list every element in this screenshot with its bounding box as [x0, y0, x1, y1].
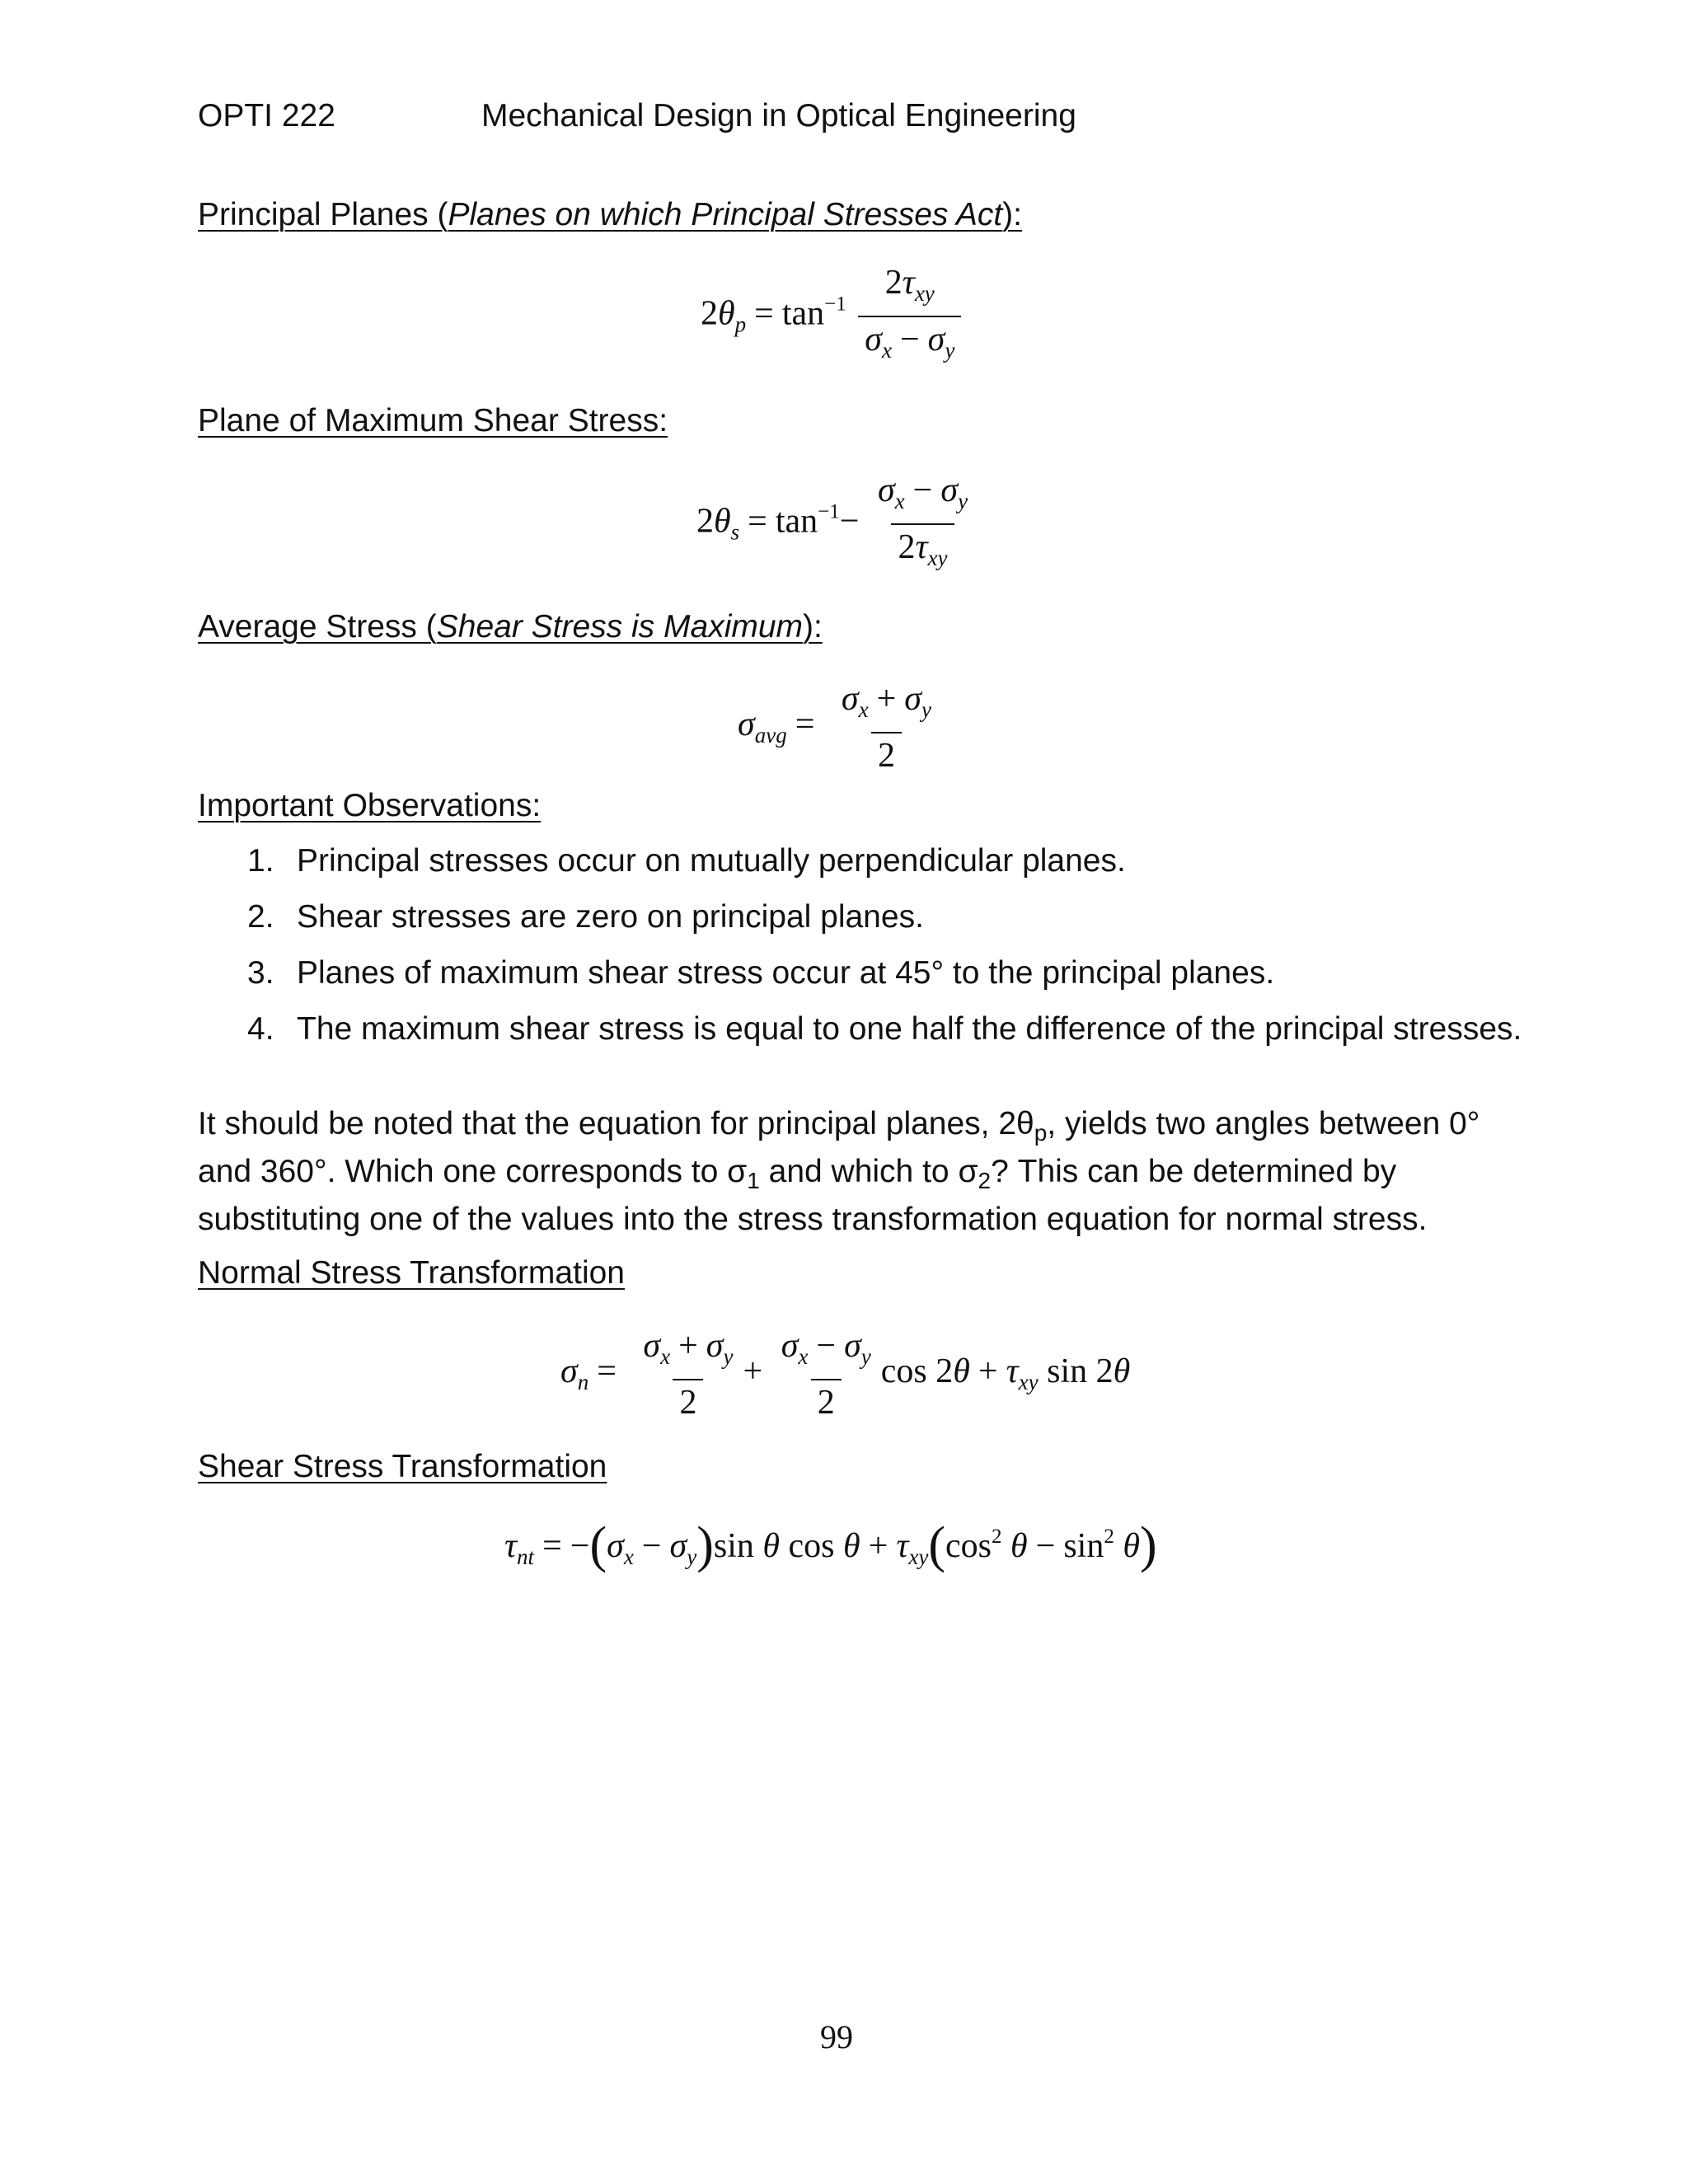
normal-stress-heading: Normal Stress Transformation [198, 1255, 625, 1291]
average-stress-equation: $\sigma_{avg}$ = $\frac{\sigma_x + \sigma_y}{2}$ [738, 680, 931, 775]
course-code: OPTI 222 [198, 98, 335, 134]
normal-stress-equation: $\sigma_n$ = $\frac{\sigma_x + \sigma_y}{2}$ + $\frac{\sigma_x - \sigma_y}{2}$ $\cos 2\theta + \tau_{xy}$ sin 2θ [560, 1327, 1131, 1422]
shear-stress-equation: $\tau_{nt} = -(\sigma_x - \sigma_y)\sin$ θ $\cos \theta + \tau_{xy}(\cos^2$ $\theta - \sin^2 \theta$) [504, 1517, 1157, 1573]
average-stress-heading: Average Stress (Shear Stress is Maximum): [198, 609, 823, 644]
observation-item: 1. Principal stresses occur on mutually perpendicular planes. [247, 843, 1126, 879]
explanation-paragraph: It should be noted that the equation for principal planes, $2\theta_p$, yields two angles between 0° and 360°. Which one corresponds to $\sigma_1$ and which to $\sigma_2$? This can be determined by substituting one of the values into the stress transformation equation for normal stress. [198, 1106, 1480, 1237]
max-shear-plane-equation: $2\theta_s = \tan^{-1}-$ $\frac{\sigma_x - \sigma_y}{2\tau_{xy}}$ [696, 471, 978, 577]
document-title: Mechanical Design in Optical Engineering [481, 98, 1076, 134]
observation-item: 2. Shear stresses are zero on principal planes. [247, 899, 924, 935]
principal-plane-equation: $2\theta_p = \tan^{-1}$ $\frac{2\tau_{xy}}{\sigma_x - \sigma_y}$ [701, 264, 964, 369]
principal-planes-heading: Principal Planes (Planes on which Principal Stresses Act): [198, 197, 1022, 232]
shear-stress-heading: Shear Stress Transformation [198, 1449, 607, 1484]
observations-list [198, 842, 1615, 1066]
observation-item: 4. The maximum shear stress is equal to one half the difference of the principal stresses. [247, 1011, 1522, 1047]
observations-heading: Important Observations: [198, 788, 542, 823]
observation-item: 3. Planes of maximum shear stress occur at 45° to the principal planes. [247, 955, 1275, 991]
max-shear-heading: Plane of Maximum Shear Stress: [198, 403, 668, 438]
page-number: 99 [820, 2018, 853, 2055]
